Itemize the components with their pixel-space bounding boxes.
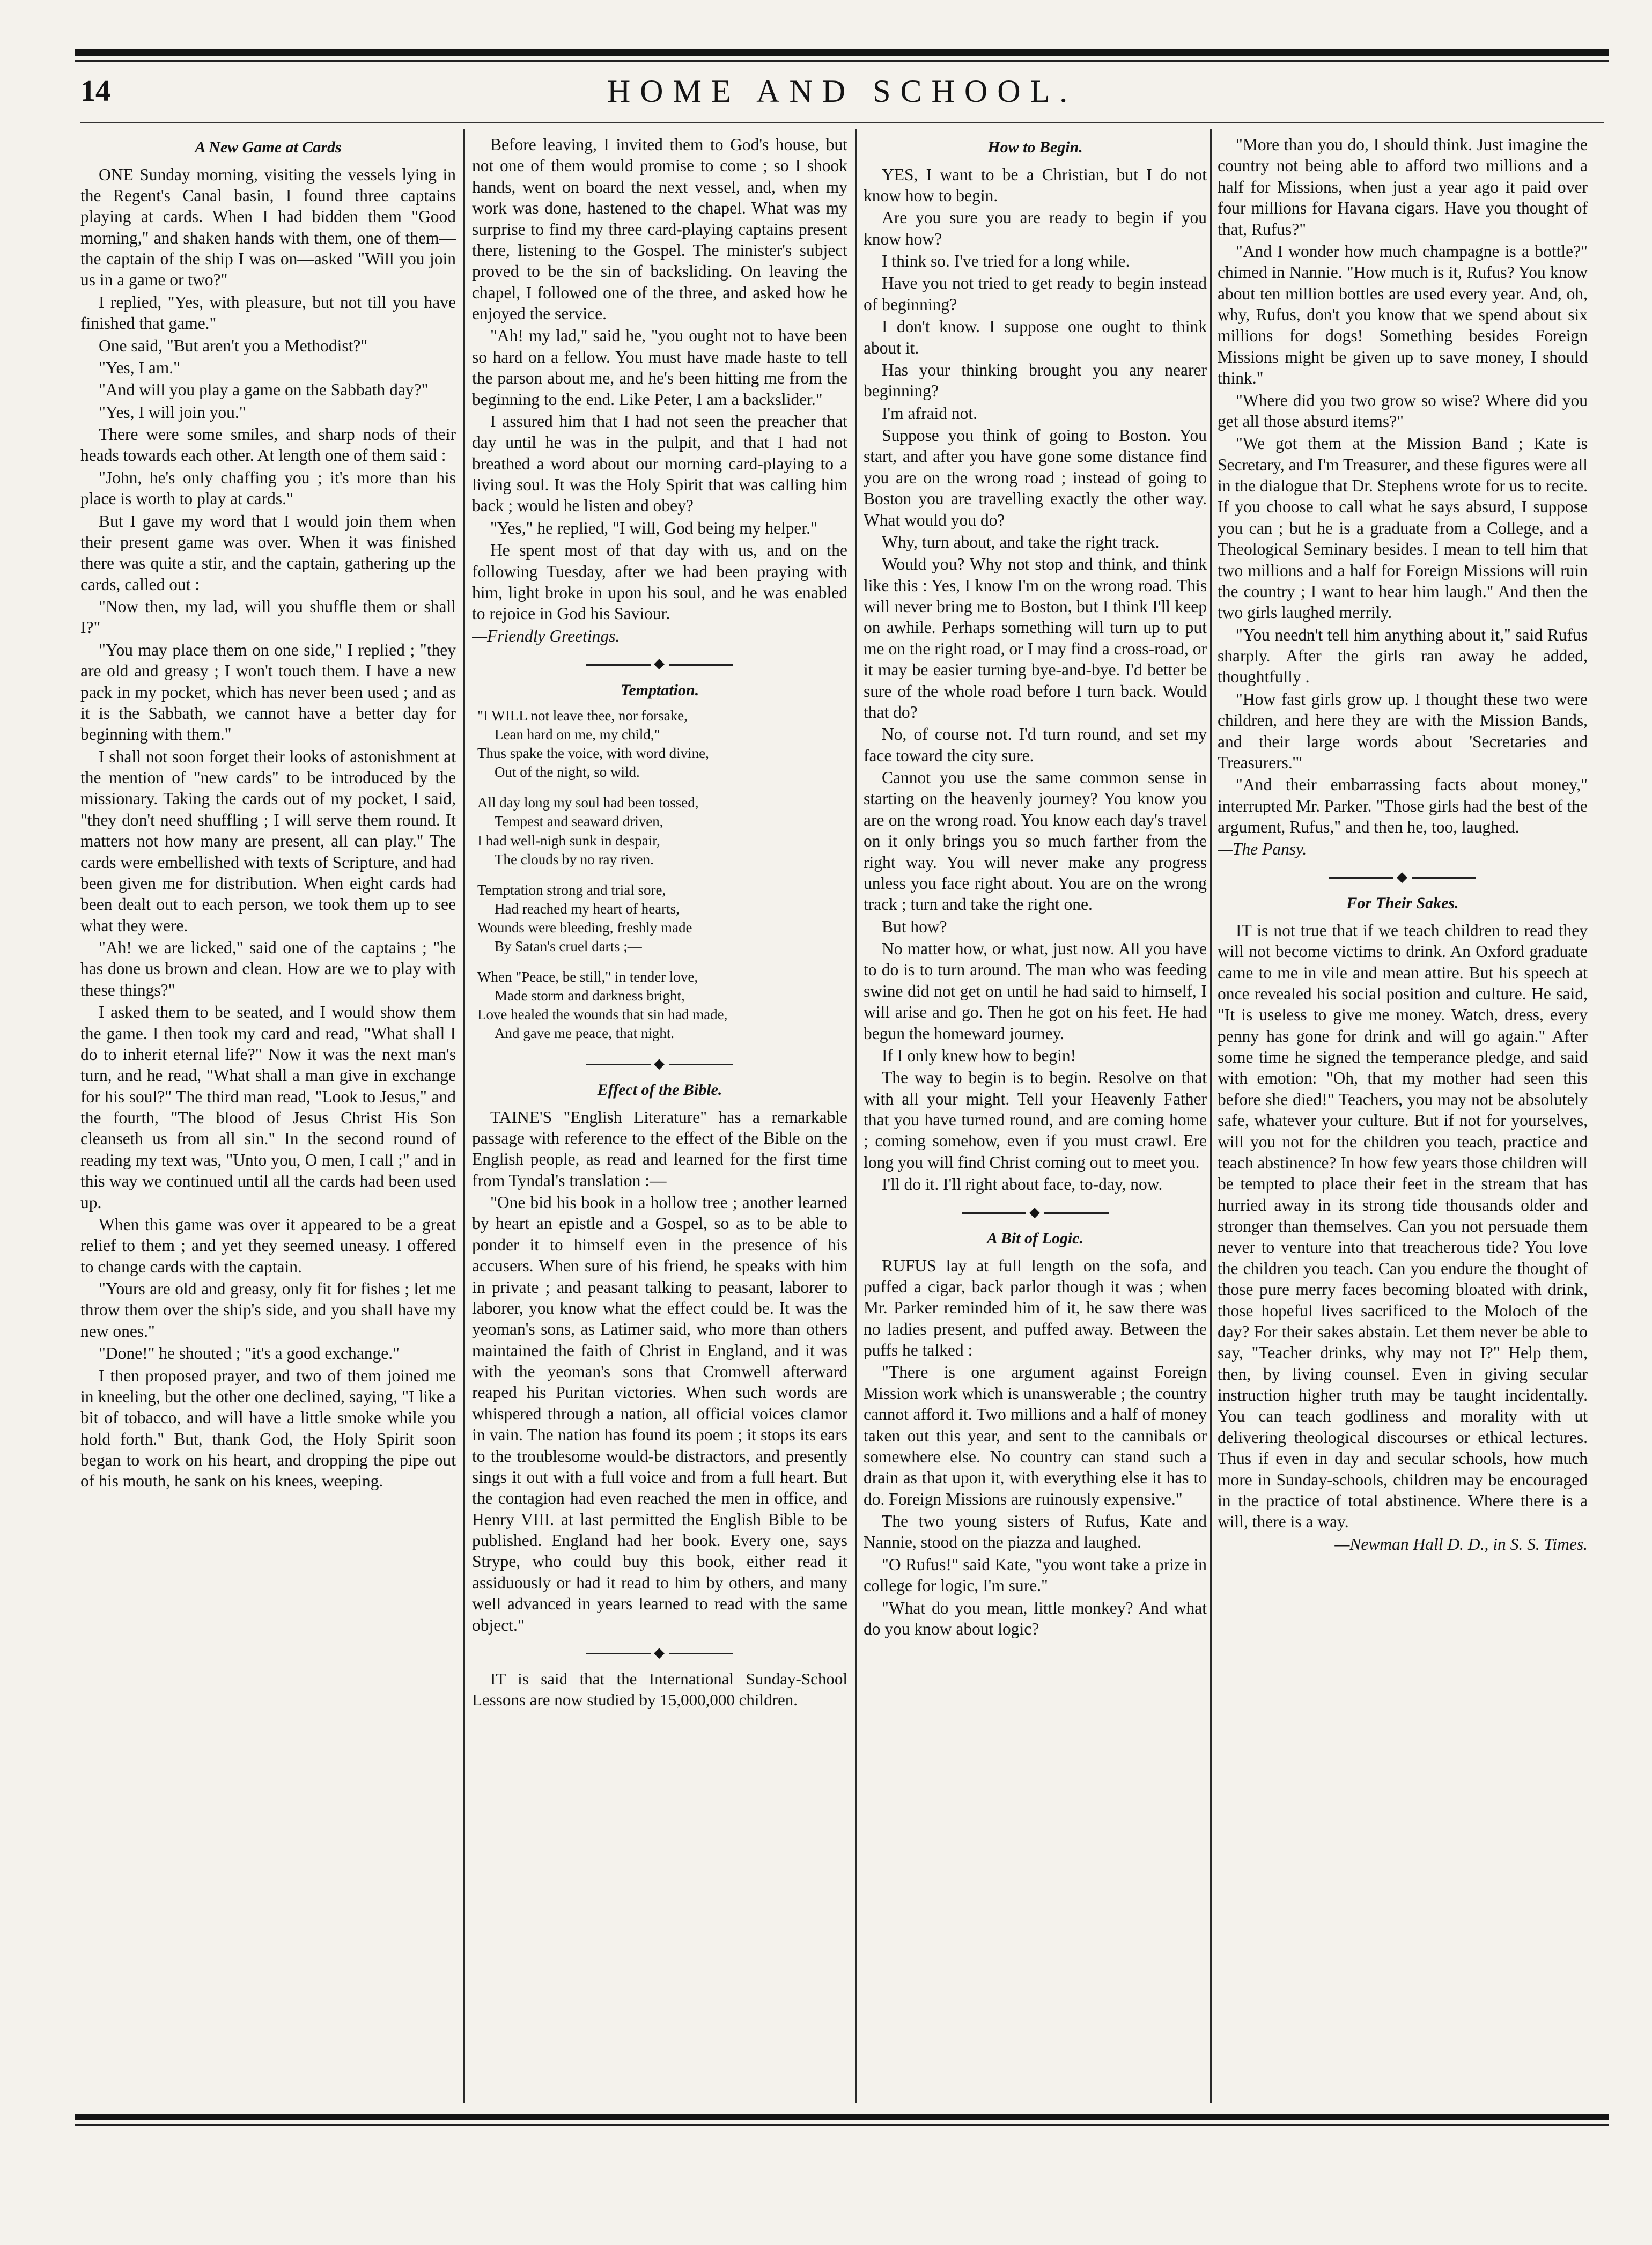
paragraph: Have you not tried to get ready to begin instead of beginning?	[864, 274, 1207, 314]
paragraph: Suppose you think of going to Boston. You start, and after you have gone some distance find you are on the wrong road ; instead of going to Boston you are travelling exactly the other way. What would you do?	[864, 426, 1207, 529]
paragraph: I don't know. I suppose one ought to think about it.	[864, 317, 1207, 357]
article-title-logic: A Bit of Logic.	[987, 1230, 1083, 1247]
paragraph: Cannot you use the same common sense in starting on the heavenly journey? You know you are on the wrong road. You know each day's travel on it only brings you so much farther from the right way. You will never make any progress unless you face right about. You are on the wrong track ; turn and take the right one.	[864, 768, 1207, 914]
paragraph: TAINE'S "English Literature" has a remarkable passage with reference to the effect of the Bible on the English people, as read and learned for the first time from Tyndal's translation :—	[472, 1107, 847, 1190]
paragraph: There were some smiles, and sharp nods of their heads towards each other. At length one of them said :	[80, 425, 456, 465]
paragraph: I asked them to be seated, and I would show them the game. I then took my card and read, "What shall I do to inherit eternal life?" Now it was the next man's turn, and he read, "What shall a man give in exchange for his soul?" The third man read, "Look to Jesus," and the fourth, "The blood of Jesus Christ His Son cleanseth us from all sin." In the second round of reading my text was, "Unto you, O men, I call ;" and in this way we continued until all the cards had been used up.	[80, 1003, 456, 1212]
paragraph: YES, I want to be a Christian, but I do not know how to begin.	[864, 165, 1207, 205]
article-source-sakes: —Newman Hall D. D., in S. S. Times.	[1334, 1534, 1588, 1554]
poem-stanza	[477, 793, 847, 868]
article-body-bible	[472, 1107, 847, 1636]
article-title-sakes: For Their Sakes.	[1346, 894, 1459, 912]
poem-line: All day long my soul had been tossed,	[477, 794, 699, 811]
lessons-note: IT is said that the International Sunday-School Lessons are now studied by 15,000,000 children.	[472, 1669, 847, 1710]
header-rule	[80, 122, 1604, 123]
paragraph: "O Rufus!" said Kate, "you wont take a prize in college for logic, I'm sure."	[864, 1555, 1207, 1595]
bottom-rule	[75, 2114, 1609, 2120]
page-header	[80, 70, 1604, 118]
paragraph: Would you? Why not stop and think, and think like this : Yes, I know I'm on the wrong road. This will never bring me to Boston, but I think I'll keep on awhile. Perhaps something will turn up to put me on the right road, or I may find a cross-road, or it may be easier turning bye-and-bye. I'd better be sure of the whole road before I turn back. Would that do?	[864, 555, 1207, 722]
poem-line: Thus spake the voice, with word divine,	[477, 745, 709, 762]
paragraph: I think so. I've tried for a long while.	[882, 252, 1130, 270]
masthead-title: HOME AND SCHOOL.	[607, 73, 1078, 109]
paragraph: Why, turn about, and take the right track.	[882, 532, 1160, 551]
poem-line: Tempest and seaward driven,	[495, 813, 663, 830]
article-title-cards: A New Game at Cards	[195, 138, 342, 156]
article-body-begin	[864, 164, 1207, 1195]
paragraph: "How fast girls grow up. I thought these two were children, and here they are with the Mission Bands, and their large words about 'Secretaries and Treasurers.'"	[1218, 689, 1588, 772]
paragraph: But how?	[882, 917, 947, 936]
paragraph: "Yes, I will join you."	[99, 402, 246, 422]
paragraph: "John, he's only chaffing you ; it's more than his place is worth to play at cards."	[80, 468, 456, 509]
paragraph: "Where did you two grow so wise? Where did you get all those absurd items?"	[1218, 391, 1588, 431]
paragraph: I replied, "Yes, with pleasure, but not till you have finished that game."	[80, 292, 456, 333]
poem-line: The clouds by no ray riven.	[495, 851, 654, 867]
column-2	[472, 134, 847, 2108]
paragraph: "Done!" he shouted ; "it's a good exchange."	[99, 1344, 400, 1363]
paragraph: IT is not true that if we teach children to read they will not become victims to drink. An Oxford graduate came to me in vile and mean attire. But his speech at once revealed his social position and culture. He said, "It is useless to give me money. Watch, dress, every penny has gone for drink and will go again." After some time he signed the temperance pledge, and said with emotion: "Oh, that my mother had seen this before she died!" Teachers, you may not be absolutely safe, whatever your culture. But if not for yourselves, will you not for the children you teach, practice and teach abstinence? In how few years those children will be tempted to place their feet in the stream that has hurried away in its strong tide thousands older and stronger than themselves. Can you not persuade them never to venture into that treacherous tide? You love the children you teach. Can you endure the thought of those pure merry faces becoming bloated with drink, those hopeful lives sacrificed to the Moloch of the day? For their sakes abstain. Let them never be able to say, "Teacher drinks, why may not I?" Help them, then, by living counsel. Even in giving secular instruction higher truth may be taught incidentally. You can teach godliness and morality with ut delivering theological discourses or ethical lectures. Thus if even in day and secular schools, how much more in Sunday-schools, children may be encouraged in the practice of total abstinence. Where there is a will, there is a way.	[1218, 921, 1588, 1532]
paragraph: "Yes, I am."	[99, 358, 181, 377]
article-title-temptation: Temptation.	[620, 681, 699, 699]
paragraph: One said, "But aren't you a Methodist?"	[99, 336, 368, 355]
column-4	[1218, 134, 1588, 2108]
paragraph: I'll do it. I'll right about face, to-day, now.	[882, 1175, 1163, 1194]
column-divider	[1210, 129, 1212, 2103]
article-body-sakes	[1218, 920, 1588, 1533]
column-divider	[855, 129, 857, 2103]
top-rule	[75, 49, 1609, 56]
paragraph: He spent most of that day with us, and on the following Tuesday, after we had been praying with him, light broke in upon his soul, and he was enabled to rejoice in God his Saviour.	[472, 541, 847, 623]
article-title-begin: How to Begin.	[987, 138, 1083, 156]
section-ornament: ◆	[1218, 868, 1588, 886]
poem-temptation	[472, 706, 847, 1043]
poem-stanza	[477, 706, 847, 782]
poem-line: Lean hard on me, my child,"	[495, 726, 660, 743]
section-ornament: ◆	[472, 1055, 847, 1073]
paragraph: "Ah! my lad," said he, "you ought not to have been so hard on a fellow. You must have made haste to tell the parson about me, and he's been hitting me from the beginning to the end. Like Peter, I am a backslider."	[472, 326, 847, 409]
paragraph: No, of course not. I'd turn round, and set my face toward the city sure.	[864, 725, 1207, 765]
top-rule-thin	[75, 60, 1609, 62]
paragraph: "Ah! we are licked," said one of the captains ; "he has done us brown and clean. How are we to play with these things?"	[80, 938, 456, 999]
paragraph: "And their embarrassing facts about money," interrupted Mr. Parker. "Those girls had the best of the argument, Rufus," and then he, too, laughed.	[1218, 775, 1588, 836]
article-source-cards: —Friendly Greetings.	[472, 626, 620, 645]
paragraph: "And will you play a game on the Sabbath day?"	[99, 380, 429, 400]
poem-line: By Satan's cruel darts ;—	[495, 938, 642, 955]
poem-stanza	[477, 968, 847, 1043]
paragraph: The two young sisters of Rufus, Kate and Nannie, stood on the piazza and laughed.	[864, 1512, 1207, 1552]
paragraph: "One bid his book in a hollow tree ; another learned by heart an epistle and a Gospel, so as to be able to ponder it to himself even in the presence of his accusers. When sure of his friend, he speaks with him in private ; and peasant talking to peasant, laborer to laborer, you know what the effect could be. It was the yeoman's sons, as Latimer said, who more than others maintained the faith of Christ in England, and it was with the yeoman's sons that Cromwell afterward reaped his Puritan victories. When such words are whispered through a nation, all official voices clamor in vain. The nation has found its poem ; it stops its ears to the troublesome would-be distractors, and presently sings it out with a full voice and from a full heart. But the contagion had even reached the men in office, and Henry VIII. at last permitted the English Bible to be published. England had her book. Every one, says Strype, who could buy this book, either read it assiduously or had it read to him by others, and many well advanced in years learned to read with the same object."	[472, 1193, 847, 1635]
paragraph: No matter how, or what, just now. All you have to do is to turn around. The man who was feeding swine did not get on until he had said to himself, I will arise and go. Then he got on his feet. He had begun the homeward journey.	[864, 939, 1207, 1043]
paragraph: I then proposed prayer, and two of them joined me in kneeling, but the other one declined, saying, "I like a bit of tobacco, and will have a little smoke while you hold forth." But, thank God, the Holy Spirit soon began to work on his heart, and dropping the pipe out of his mouth, he sank on his knees, weeping.	[80, 1366, 456, 1491]
article-source-logic: —The Pansy.	[1218, 840, 1307, 859]
paragraph: The way to begin is to begin. Resolve on that with all your might. Tell your Heavenly Father that you have turned round, and are coming home ; coming somehow, even if you must crawl. Ere long you will find Christ coming out to meet you.	[864, 1068, 1207, 1172]
poem-line: Wounds were bleeding, freshly made	[477, 919, 692, 936]
poem-line: Made storm and darkness bright,	[495, 988, 685, 1004]
article-body-cards	[80, 164, 456, 1492]
paragraph: But I gave my word that I would join them when their present game was over. When it was finished there was quite a stir, and the captain, gathering up the cards, called out :	[80, 511, 456, 594]
article-title-bible: Effect of the Bible.	[597, 1081, 722, 1099]
poem-line: Had reached my heart of hearts,	[495, 900, 680, 917]
paragraph: If I only knew how to begin!	[882, 1046, 1076, 1065]
poem-line: Out of the night, so wild.	[495, 764, 640, 781]
article-body-logic-continued	[1218, 134, 1588, 837]
page-number: 14	[80, 75, 110, 108]
paragraph: Before leaving, I invited them to God's house, but not one of them would promise to come ; so I shook hands, went on board the next vessel, and, when my work was done, hastened to the chapel. What was my surprise to find my three card-playing captains present there, listening to the Gospel. The minister's subject proved to be the sin of backsliding. On leaving the chapel, I followed one of the three, and asked how he enjoyed the service.	[472, 135, 847, 323]
poem-line: Love healed the wounds that sin had made,	[477, 1006, 728, 1023]
section-ornament: ◆	[472, 1644, 847, 1662]
paragraph: "More than you do, I should think. Just imagine the country not being able to afford two millions and a half for Missions, when just a year ago it paid over four millions for Havana cigars. Have you thought of that, Rufus?"	[1218, 135, 1588, 239]
poem-line: Temptation strong and trial sore,	[477, 881, 666, 898]
poem-line: And gave me peace, that night.	[495, 1025, 675, 1042]
paragraph: Are you sure you are ready to begin if you know how?	[864, 208, 1207, 248]
paragraph: I'm afraid not.	[882, 403, 977, 423]
paragraph: "What do you mean, little monkey? And what do you know about logic?	[864, 1598, 1207, 1638]
poem-stanza	[477, 881, 847, 956]
paragraph: "There is one argument against Foreign Mission work which is unanswerable ; the country cannot afford it. Two millions and a half of money taken out this year, and sent to the cannibals or somewhere else. No country can stand such a drain as that upon it, with everything else it has to do. Foreign Missions are ruinously expensive."	[864, 1363, 1207, 1508]
bottom-rule-thin	[75, 2124, 1609, 2126]
article-body-cards-continued	[472, 134, 847, 624]
paragraph: "You may place them on one side," I replied ; "they are old and greasy ; I won't touch them. I have a new pack in my pocket, which has never been used ; and as it is the Sabbath, we cannot have a better day for beginning with them."	[80, 640, 456, 744]
paragraph: "Yours are old and greasy, only fit for fishes ; let me throw them over the ship's side, and you shall have my new ones."	[80, 1279, 456, 1341]
poem-line: I had well-nigh sunk in despair,	[477, 832, 660, 849]
paragraph: I assured him that I had not seen the preacher that day until he was in the pulpit, and that I had not breathed a word about our morning card-playing to a living soul. It was the Holy Spirit that was calling him back ; would he listen and obey?	[472, 411, 847, 516]
paragraph: "We got them at the Mission Band ; Kate is Secretary, and I'm Treasurer, and these figures were all in the dialogue that Dr. Stephens wrote for us to recite. If you choose to call what he says absurd, I suppose you can ; but he is a graduate from a College, and a Theological Seminary besides. I mean to tell him that two millions and a half for Foreign Missions will ruin the country ; I want to hear him laugh." And then the two girls laughed merrily.	[1218, 434, 1588, 622]
poem-line: "I WILL not leave thee, nor forsake,	[477, 708, 688, 724]
poem-line: When "Peace, be still," in tender love,	[477, 969, 698, 985]
paragraph: "Yes," he replied, "I will, God being my helper."	[490, 518, 817, 538]
paragraph: I shall not soon forget their looks of astonishment at the mention of "new cards" to be introduced by the missionary. Taking the cards out of my pocket, I said, "they don't need shuffling ; I will serve them round. It matters not how many are present, all can play." The cards were embellished with texts of Scripture, and had been given me for distribution. When eight cards had been dealt out to each person, we took them up to see what they were.	[80, 747, 456, 935]
section-ornament: ◆	[472, 655, 847, 673]
column-1	[80, 134, 456, 2108]
section-ornament: ◆	[864, 1204, 1207, 1221]
paragraph: "You needn't tell him anything about it," said Rufus sharply. After the girls ran away he added, thoughtfully .	[1218, 625, 1588, 687]
paragraph: RUFUS lay at full length on the sofa, and puffed a cigar, back parlor though it was ; when Mr. Parker reminded him of it, he saw there was no ladies present, and puffed away. Between the puffs he talked :	[864, 1256, 1207, 1359]
article-body-logic	[864, 1255, 1207, 1640]
paragraph: When this game was over it appeared to be a great relief to them ; and yet they seemed uneasy. I offered to change cards with the captain.	[80, 1214, 456, 1276]
paragraph: ONE Sunday morning, visiting the vessels lying in the Regent's Canal basin, I found three captains playing at cards. When I had bidden them "Good morning," and shaken hands with them, one of them—the captain of the ship I was on—asked "Will you join us in a game or two?"	[80, 165, 456, 290]
paragraph: Has your thinking brought you any nearer beginning?	[864, 360, 1207, 401]
column-divider	[463, 129, 465, 2103]
paragraph: "And I wonder how much champagne is a bottle?" chimed in Nannie. "How much is it, Rufus? You know about ten million bottles are used every year. And, oh, why, Rufus, don't you know that we spend about six millions for dogs! Something besides Foreign Missions might be given up to save money, I should think."	[1218, 241, 1588, 388]
column-3	[864, 134, 1207, 2108]
paragraph: "Now then, my lad, will you shuffle them or shall I?"	[80, 597, 456, 637]
